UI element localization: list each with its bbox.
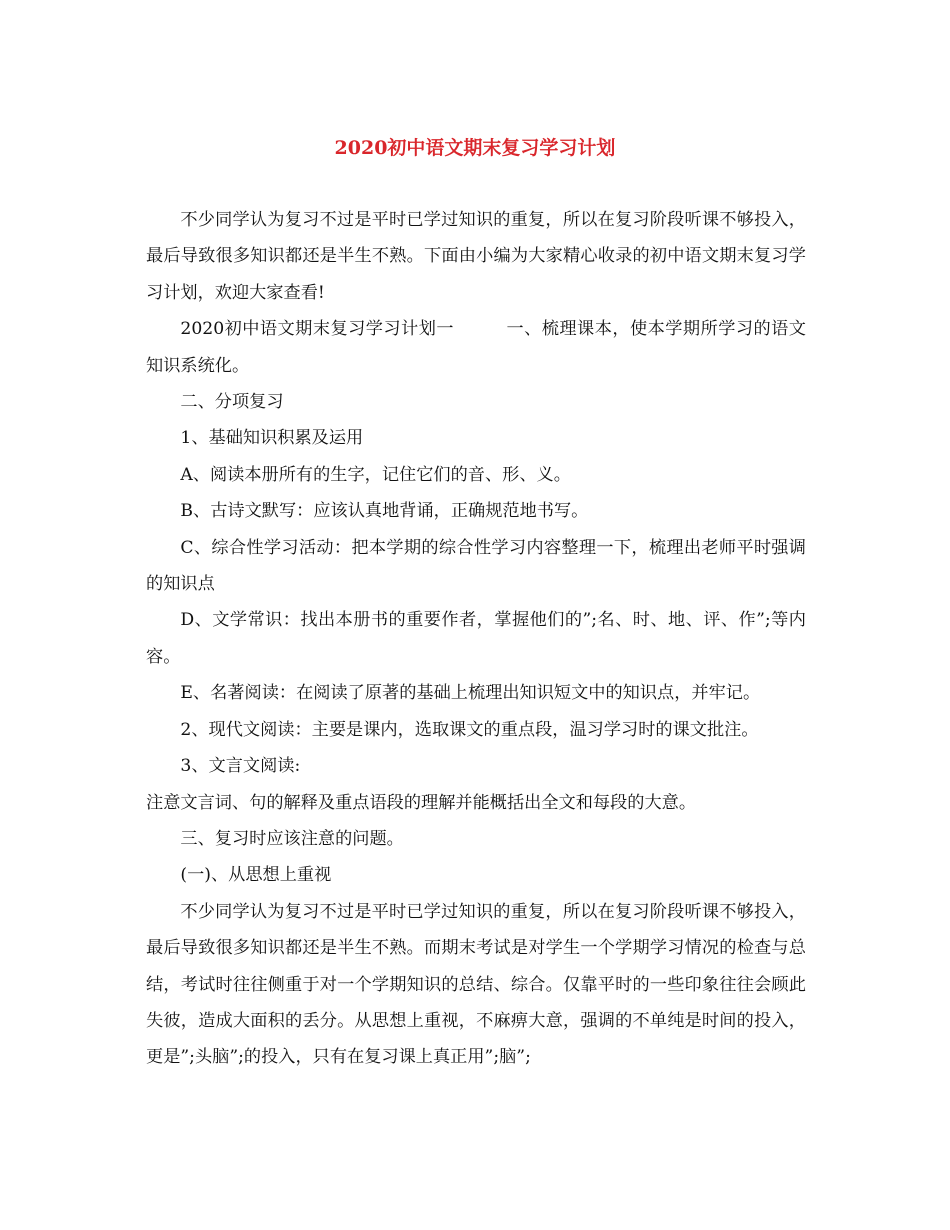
item-c: C、综合性学习活动：把本学期的综合性学习内容整理一下，梳理出老师平时强调的知识点 xyxy=(146,537,806,595)
document-body xyxy=(146,202,806,1076)
last-paragraph: 不少同学认为复习不过是平时已学过知识的重复，所以在复习阶段听课不够投入，最后导致很多知识都还是半生不熟。而期末考试是对学生一个学期学习情况的检查与总结，考试时往往侧重于对一个学期知识的总结、综合。仅靠平时的一些印象往往会顾此失彼，造成大面积的丢分。从思想上重视，不麻痹大意，强调的不单纯是时间的投入，更是”;头脑”;的投入，只有在复习课上真正用”;脑”; xyxy=(146,901,806,1068)
intro-paragraph: 不少同学认为复习不过是平时已学过知识的重复，所以在复习阶段听课不够投入，最后导致很多知识都还是半生不熟。下面由小编为大家精心收录的初中语文期末复习学习计划，欢迎大家查看! xyxy=(146,210,806,303)
item-d: D、文学常识：找出本册书的重要作者，掌握他们的”;名、时、地、评、作”;等内容。 xyxy=(146,610,806,667)
section-san: 三、复习时应该注意的问题。 xyxy=(180,828,404,849)
item-a: A、阅读本册所有的生字，记住它们的音、形、义。 xyxy=(180,464,571,485)
item-jichu: 1、基础知识积累及运用 xyxy=(180,428,364,449)
plan-first-item: 一、梳理课本，使本学期所学习的语文知识系统化。 xyxy=(146,319,806,376)
item-wenyan-detail: 注意文言词、句的解释及重点语段的理解并能概括出全文和每段的大意。 xyxy=(146,792,697,813)
item-b: B、古诗文默写：应该认真地背诵，正确规范地书写。 xyxy=(180,501,589,522)
document-title: 2020初中语文期末复习学习计划 xyxy=(334,137,616,159)
sub-section-yi: (一)、从思想上重视 xyxy=(180,865,332,886)
plan-paragraph xyxy=(146,311,806,384)
item-e: E、名著阅读：在阅读了原著的基础上梳理出知识短文中的知识点，并牢记。 xyxy=(180,683,761,704)
plan-heading: 2020初中语文期末复习学习计划一 xyxy=(180,319,454,340)
item-wenyan: 3、文言文阅读: xyxy=(180,756,301,777)
section-fenxiang: 二、分项复习 xyxy=(180,392,284,413)
item-xiandai: 2、现代文阅读：主要是课内，选取课文的重点段，温习学习时的课文批注。 xyxy=(180,719,759,740)
